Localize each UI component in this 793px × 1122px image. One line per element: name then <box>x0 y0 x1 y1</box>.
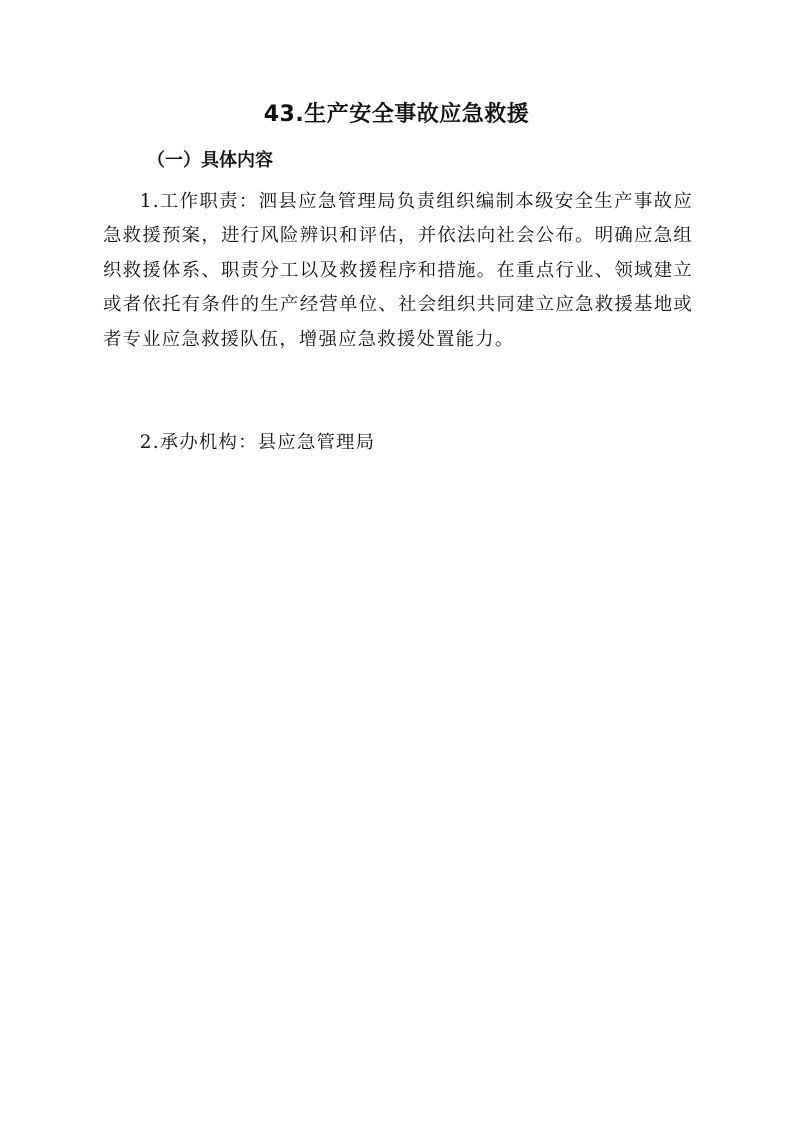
organizer-paragraph: 2.承办机构：县应急管理局 <box>139 432 376 453</box>
responsibilities-paragraph: 1.工作职责：泗县应急管理局负责组织编制本级安全生产事故应急救援预案，进行风险辨识和评估，并依法向社会公布。明确应急组织救援体系、职责分工以及救援程序和措施。在重点行业、领域建立或者依托有条件的生产经营单位、社会组织共同建立应急救援基地或者专业应急救援队伍，增强应急救援处置能力。 <box>103 191 693 350</box>
document-title: 43.生产安全事故应急救援 <box>263 102 530 127</box>
section-heading: （一）具体内容 <box>147 150 273 171</box>
